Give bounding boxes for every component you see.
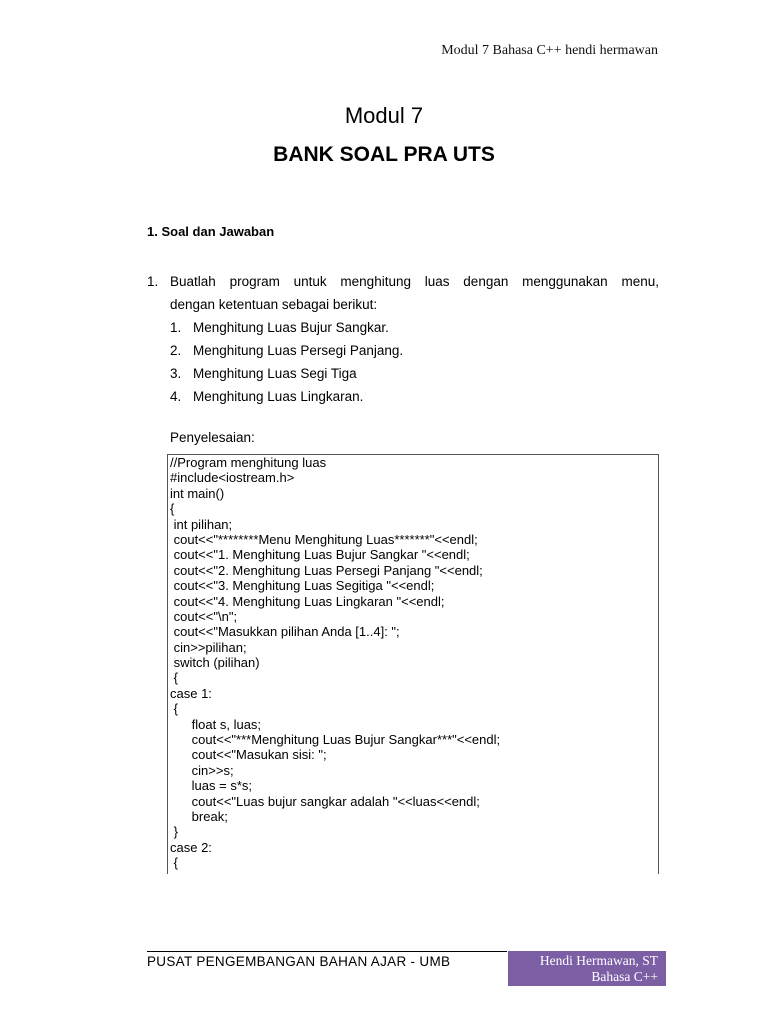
code-line: cout<<"Luas bujur sangkar adalah "<<luas<<endl;: [170, 793, 480, 809]
code-line: {: [170, 670, 178, 686]
code-line: {: [170, 701, 178, 717]
page-header: Modul 7 Bahasa C++ hendi hermawan: [441, 43, 658, 58]
code-line: break;: [170, 808, 228, 824]
code-line: cin>>pilihan;: [170, 639, 247, 655]
code-listing: [167, 454, 659, 874]
code-line: cout<<"2. Menghitung Luas Persegi Panjang "<<endl;: [170, 562, 483, 578]
module-title: Modul 7: [344, 103, 424, 128]
list-item-text: Menghitung Luas Persegi Panjang.: [193, 343, 404, 358]
code-line: cout<<"***Menghitung Luas Bujur Sangkar***"<<endl;: [170, 732, 501, 748]
question-number: 1.: [147, 274, 159, 289]
list-item: [170, 362, 659, 385]
code-line: luas = s*s;: [170, 778, 253, 794]
requirement-list: [170, 316, 659, 408]
code-line: cin>>s;: [170, 762, 234, 778]
question-line-2: dengan ketentuan sebagai berikut:: [170, 297, 378, 312]
code-line: cout<<"Masukan sisi: ";: [170, 747, 327, 763]
solution-label: Penyelesaian:: [170, 430, 255, 445]
list-item: [170, 316, 659, 339]
footer-divider: [147, 951, 507, 952]
section-heading: 1. Soal dan Jawaban: [147, 224, 275, 239]
code-line: cout<<"Masukkan pilihan Anda [1..4]: ";: [170, 624, 400, 640]
code-line: cout<<"4. Menghitung Luas Lingkaran "<<endl;: [170, 593, 445, 609]
list-item-text: Menghitung Luas Bujur Sangkar.: [193, 320, 389, 335]
code-line: {: [170, 855, 178, 871]
code-line: case 1:: [170, 685, 212, 701]
footer-author: Hendi Hermawan, ST: [539, 953, 658, 968]
code-line: int main(): [170, 485, 225, 501]
list-item-text: Menghitung Luas Lingkaran.: [193, 389, 364, 404]
footer-author-box: [508, 951, 666, 986]
code-line: {: [170, 501, 175, 517]
code-line: }: [170, 824, 178, 840]
list-item-number: 4.: [170, 389, 182, 404]
code-line: cout<<"\n";: [170, 608, 238, 624]
code-line: int pilihan;: [170, 516, 233, 532]
code-line: case 2:: [170, 839, 212, 855]
list-item-number: 1.: [170, 320, 182, 335]
code-line: cout<<"********Menu Menghitung Luas*******"<<endl;: [170, 531, 478, 547]
list-item-number: 3.: [170, 366, 182, 381]
code-line: switch (pilihan): [170, 655, 260, 671]
list-item-text: Menghitung Luas Segi Tiga: [193, 366, 357, 381]
module-subtitle: BANK SOAL PRA UTS: [273, 143, 495, 166]
list-item: [170, 385, 659, 408]
code-line: cout<<"1. Menghitung Luas Bujur Sangkar "<<endl;: [170, 547, 470, 563]
code-line: //Program menghitung luas: [170, 455, 327, 470]
question-block: [147, 270, 659, 408]
code-line: #include<iostream.h>: [170, 470, 295, 486]
question-line-1: Buatlah program untuk menghitung luas dengan menggunakan menu,: [170, 274, 659, 289]
code-line: float s, luas;: [170, 716, 262, 732]
list-item-number: 2.: [170, 343, 182, 358]
code-line: cout<<"3. Menghitung Luas Segitiga "<<endl;: [170, 578, 435, 594]
footer-course: Bahasa C++: [591, 969, 658, 984]
list-item: [170, 339, 659, 362]
question-text: [170, 270, 659, 316]
footer-institution: PUSAT PENGEMBANGAN BAHAN AJAR - UMB: [147, 954, 451, 969]
